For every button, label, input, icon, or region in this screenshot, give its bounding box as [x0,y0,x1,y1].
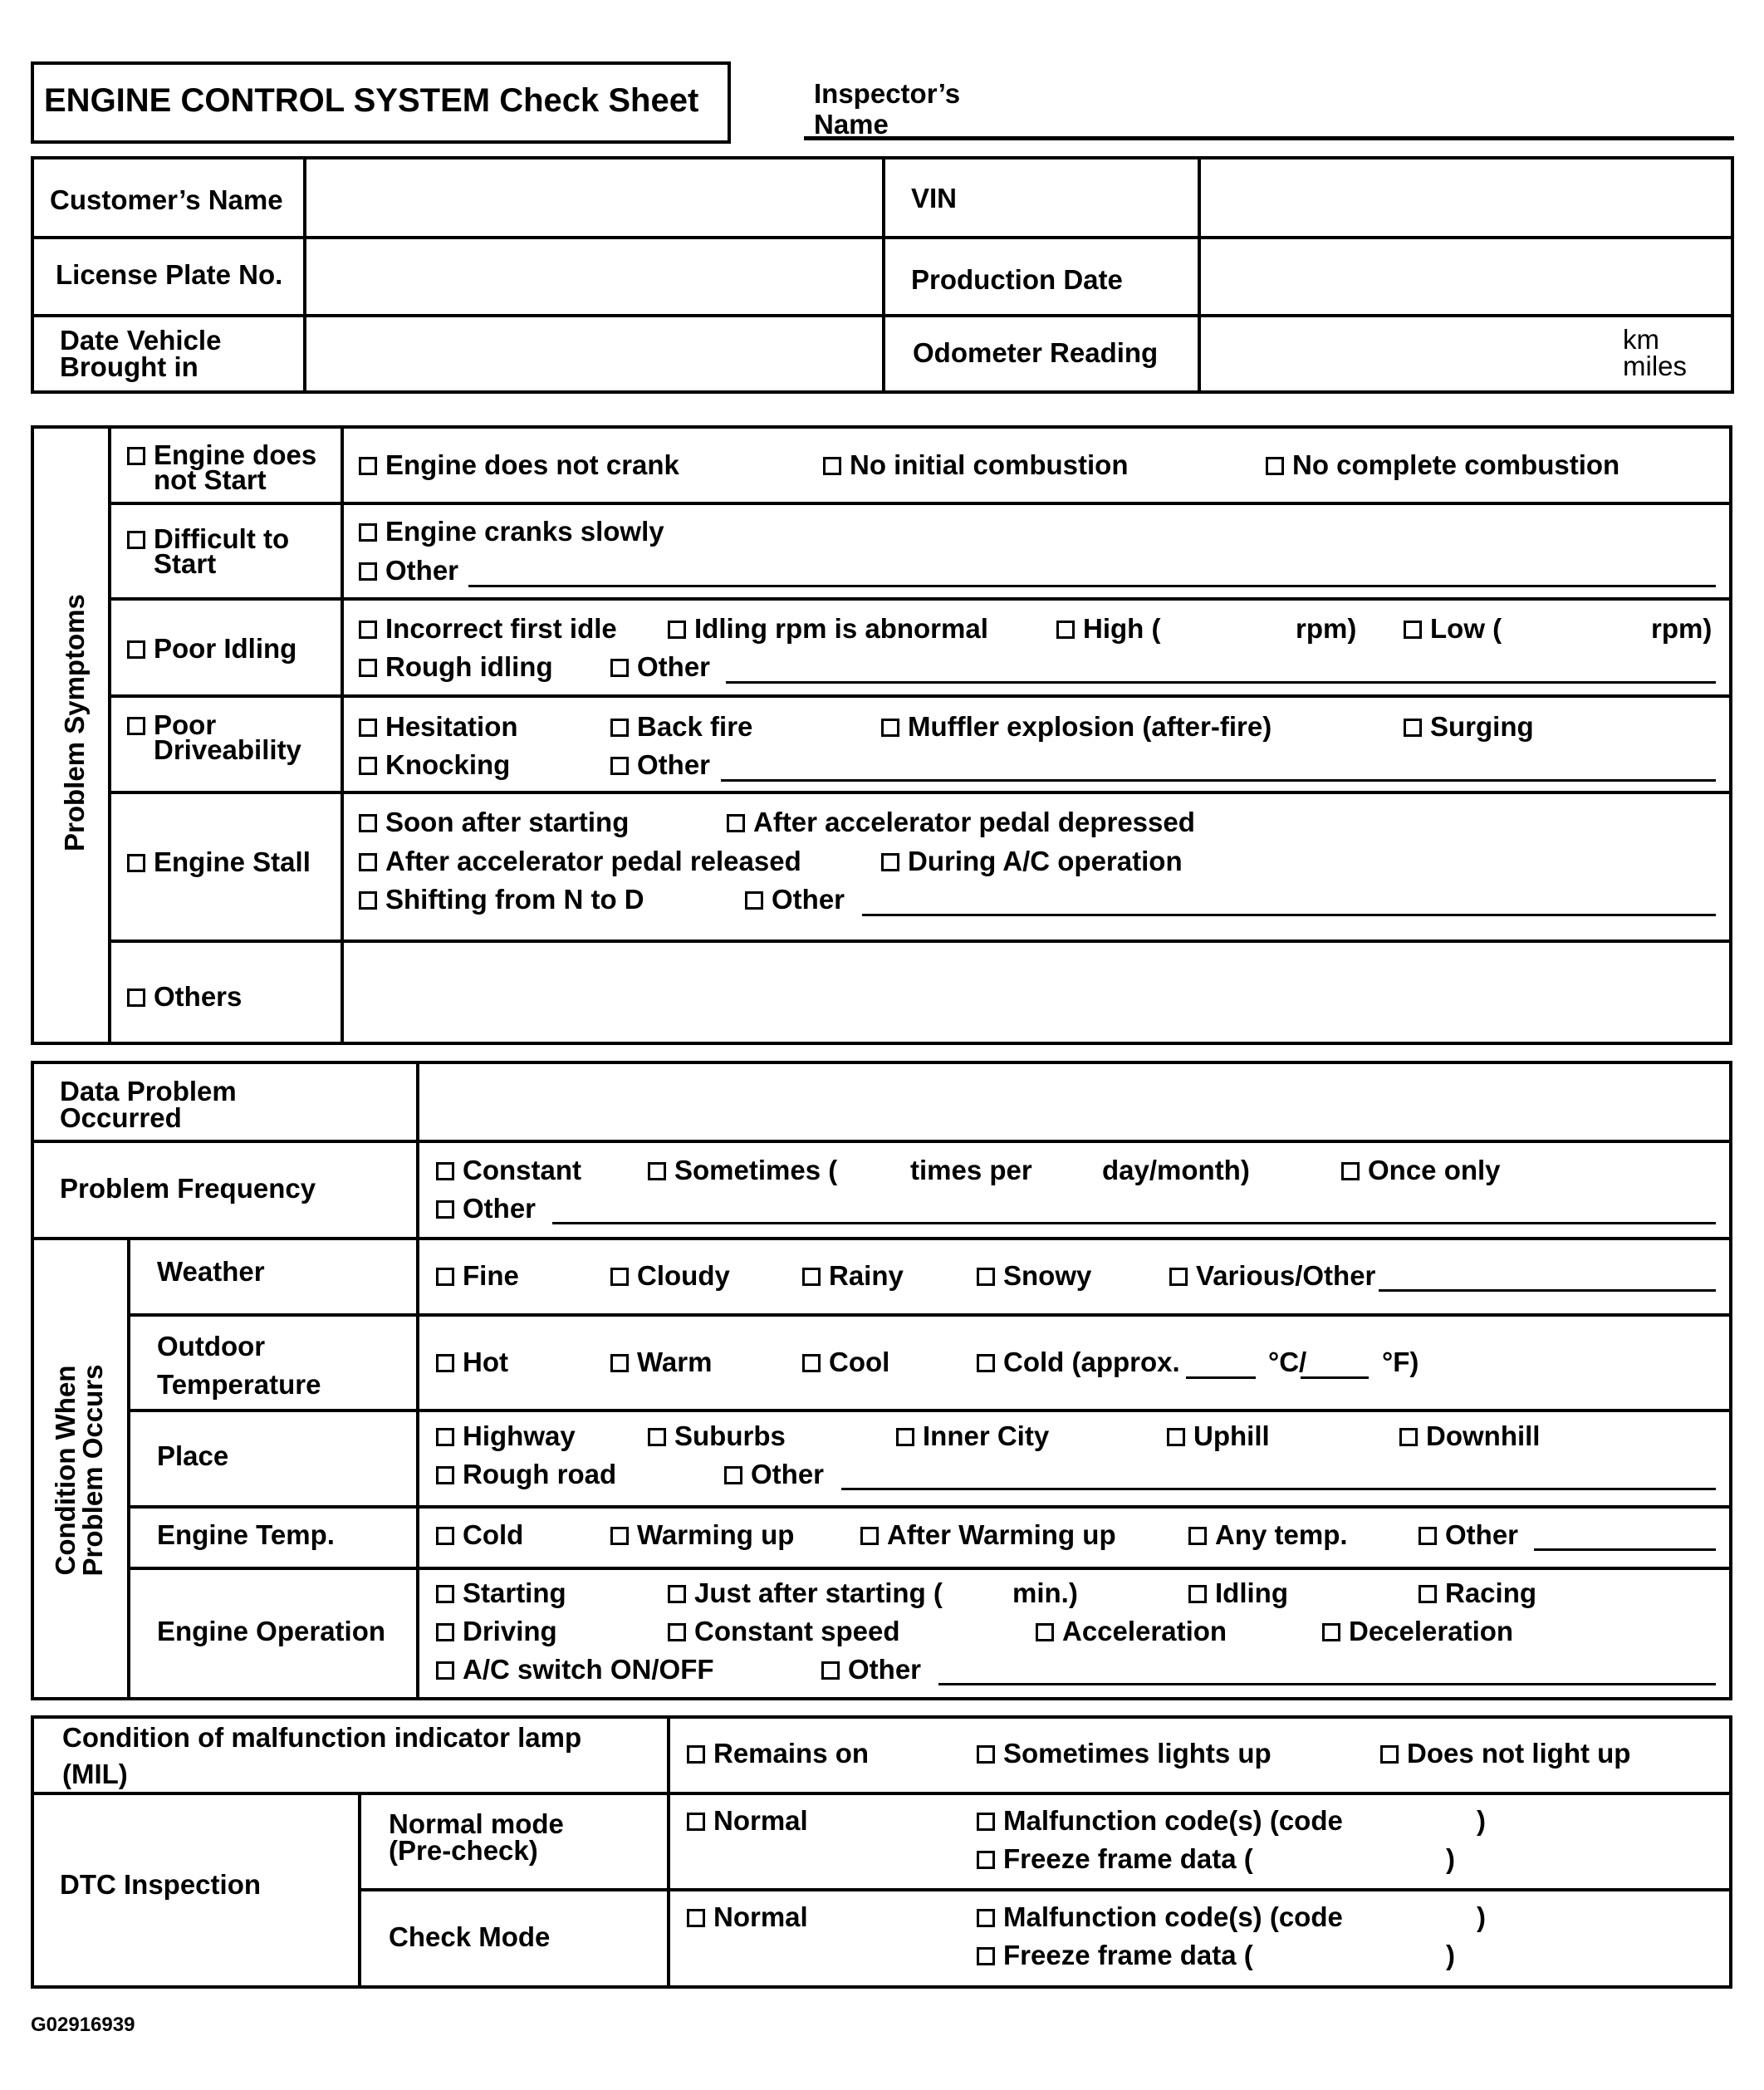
check-mode-normal-checkbox[interactable]: Normal [687,1903,808,1931]
checkbox-icon [127,717,145,735]
operation-other-checkbox[interactable]: Other [821,1656,921,1684]
production-date-field[interactable] [1202,239,1731,312]
cold-checkbox[interactable]: Cold [436,1521,523,1549]
after-warming-checkbox[interactable]: After Warming up [860,1521,1116,1549]
just-after-starting-checkbox[interactable]: Just after starting ( [668,1579,943,1607]
engine-temp-other-checkbox[interactable]: Other [1419,1521,1518,1549]
stall-other-checkbox[interactable]: Other [745,886,845,914]
once-only-checkbox[interactable]: Once only [1341,1156,1501,1185]
date-vehicle-label: Date Vehicle Brought in [60,325,222,382]
low-rpm-unit: rpm) [1651,613,1713,644]
page-title: ENGINE CONTROL SYSTEM Check Sheet [44,82,699,119]
km-unit: km [1623,324,1659,355]
customer-name-label: Customer’s Name [50,184,283,215]
rough-idling-checkbox[interactable]: Rough idling [359,653,553,681]
cold-approx-checkbox[interactable]: Cold (approx. [977,1348,1180,1376]
check-mode-code-close: ) [1477,1901,1486,1932]
checkbox-icon [127,531,145,549]
uphill-checkbox[interactable]: Uphill [1167,1422,1270,1450]
acceleration-checkbox[interactable]: Acceleration [1036,1617,1227,1646]
racing-checkbox[interactable]: Racing [1419,1579,1536,1607]
rough-road-checkbox[interactable]: Rough road [436,1460,616,1489]
idling-checkbox[interactable]: Idling [1188,1579,1288,1607]
surging-checkbox[interactable]: Surging [1404,713,1534,741]
vin-field[interactable] [1202,159,1731,234]
check-mode-label: Check Mode [389,1921,551,1952]
inner-city-checkbox[interactable]: Inner City [896,1422,1049,1450]
problem-frequency-label: Problem Frequency [60,1173,316,1204]
downhill-checkbox[interactable]: Downhill [1399,1422,1540,1450]
sometimes-checkbox[interactable]: Sometimes ( [648,1156,837,1185]
deceleration-checkbox[interactable]: Deceleration [1322,1617,1513,1646]
difficult-other-checkbox[interactable]: Other [359,557,458,585]
vin-label: VIN [911,183,958,213]
suburbs-checkbox[interactable]: Suburbs [648,1422,786,1450]
idling-other-checkbox[interactable]: Other [610,653,710,681]
rainy-checkbox[interactable]: Rainy [802,1262,904,1290]
operation-other-field[interactable] [938,1683,1716,1685]
during-ac-checkbox[interactable]: During A/C operation [881,847,1183,876]
low-rpm-checkbox[interactable]: Low ( [1404,615,1502,643]
weather-other-field[interactable] [1379,1289,1716,1292]
inspector-name-field[interactable] [804,136,1734,140]
engine-stall-option[interactable]: Engine Stall [127,848,311,876]
various-other-checkbox[interactable]: Various/Other [1169,1262,1375,1290]
miles-unit: miles [1623,351,1688,381]
check-mode-freeze-checkbox[interactable]: Freeze frame data ( [977,1941,1253,1970]
production-date-label: Production Date [911,264,1123,295]
data-problem-field[interactable] [421,1064,1729,1138]
no-complete-combustion-checkbox[interactable]: No complete combustion [1266,451,1619,479]
mil-condition-label: Condition of malfunction indicator lamp (MIL) [62,1722,582,1789]
cool-checkbox[interactable]: Cool [802,1348,889,1376]
idling-abnormal-checkbox[interactable]: Idling rpm is abnormal [668,615,988,643]
cloudy-checkbox[interactable]: Cloudy [610,1262,730,1290]
driveability-other-checkbox[interactable]: Other [610,751,710,779]
normal-mode-freeze-checkbox[interactable]: Freeze frame data ( [977,1845,1253,1873]
snowy-checkbox[interactable]: Snowy [977,1262,1091,1290]
after-pedal-depressed-checkbox[interactable]: After accelerator pedal depressed [727,808,1195,836]
check-mode-malfunction-checkbox[interactable]: Malfunction code(s) (code [977,1903,1343,1931]
knocking-checkbox[interactable]: Knocking [359,751,510,779]
warm-checkbox[interactable]: Warm [610,1348,712,1376]
engine-not-start-option[interactable]: Engine does not Start [127,443,316,493]
hesitation-checkbox[interactable]: Hesitation [359,713,518,741]
soon-after-starting-checkbox[interactable]: Soon after starting [359,808,629,836]
normal-mode-label: Normal mode (Pre-check) [389,1808,564,1866]
frequency-other-checkbox[interactable]: Other [436,1195,536,1223]
normal-mode-code-close: ) [1477,1805,1486,1836]
cranks-slowly-checkbox[interactable]: Engine cranks slowly [359,518,664,546]
condition-when-problem-occurs-label: Condition When Problem Occurs [50,1364,108,1577]
driving-checkbox[interactable]: Driving [436,1617,557,1646]
outdoor-temperature-label: Outdoor Temperature [157,1331,321,1400]
others-option[interactable]: Others [127,983,242,1011]
license-plate-label: License Plate No. [56,259,283,290]
any-temp-checkbox[interactable]: Any temp. [1188,1521,1348,1549]
license-plate-field[interactable] [307,239,880,312]
high-rpm-unit: rpm) [1296,613,1357,644]
no-initial-combustion-checkbox[interactable]: No initial combustion [823,451,1129,479]
starting-checkbox[interactable]: Starting [436,1579,566,1607]
remains-on-checkbox[interactable]: Remains on [687,1739,869,1768]
stall-other-field[interactable] [862,914,1716,916]
ac-switch-checkbox[interactable]: A/C switch ON/OFF [436,1656,714,1684]
highway-checkbox[interactable]: Highway [436,1422,576,1450]
constant-speed-checkbox[interactable]: Constant speed [668,1617,900,1646]
fahrenheit-unit: °F) [1382,1347,1419,1377]
engine-temp-label: Engine Temp. [157,1519,335,1550]
frequency-other-field[interactable] [552,1222,1716,1224]
engine-temp-other-field[interactable] [1534,1548,1716,1551]
others-field[interactable] [345,944,1729,1042]
incorrect-first-idle-checkbox[interactable]: Incorrect first idle [359,615,617,643]
figure-id: G02916939 [31,2014,135,2036]
hot-checkbox[interactable]: Hot [436,1348,508,1376]
place-other-checkbox[interactable]: Other [724,1460,824,1489]
day-month-label: day/month) [1102,1155,1250,1185]
problem-symptoms-label: Problem Symptoms [59,594,90,851]
celsius-field[interactable] [1186,1376,1256,1379]
normal-mode-normal-checkbox[interactable]: Normal [687,1807,808,1835]
not-crank-checkbox[interactable]: Engine does not crank [359,451,679,479]
data-problem-label: Data Problem Occurred [60,1076,237,1133]
times-per-label: times per [910,1155,1032,1185]
celsius-unit: °C/ [1268,1347,1307,1377]
difficult-other-field[interactable] [468,585,1716,587]
engine-operation-label: Engine Operation [157,1616,386,1646]
check-mode-freeze-close: ) [1446,1940,1455,1970]
dtc-inspection-label: DTC Inspection [60,1869,262,1900]
difficult-start-option[interactable]: Difficult to Start [127,527,289,576]
constant-checkbox[interactable]: Constant [436,1156,581,1185]
fahrenheit-field[interactable] [1301,1376,1369,1379]
odometer-label: Odometer Reading [913,337,1159,368]
normal-mode-malfunction-checkbox[interactable]: Malfunction code(s) (code [977,1807,1343,1835]
poor-driveability-option[interactable]: Poor Driveability [127,713,301,763]
fine-checkbox[interactable]: Fine [436,1262,519,1290]
place-label: Place [157,1440,229,1471]
back-fire-checkbox[interactable]: Back fire [610,713,752,741]
does-not-light-up-checkbox[interactable]: Does not light up [1380,1739,1630,1768]
idling-other-field[interactable] [726,681,1716,684]
driveability-other-field[interactable] [721,779,1716,782]
weather-label: Weather [157,1256,265,1287]
normal-mode-freeze-close: ) [1446,1843,1455,1874]
warming-up-checkbox[interactable]: Warming up [610,1521,794,1549]
high-rpm-checkbox[interactable]: High ( [1056,615,1160,643]
after-pedal-released-checkbox[interactable]: After accelerator pedal released [359,847,801,876]
checkbox-icon [127,447,145,465]
place-other-field[interactable] [841,1488,1716,1490]
inspector-name-label: Inspector’s Name [814,78,961,140]
date-vehicle-field[interactable] [307,317,880,390]
min-unit: min.) [1012,1577,1078,1608]
shifting-n-d-checkbox[interactable]: Shifting from N to D [359,886,644,914]
muffler-explosion-checkbox[interactable]: Muffler explosion (after-fire) [881,713,1272,741]
poor-idling-option[interactable]: Poor Idling [127,635,296,663]
sometimes-lights-up-checkbox[interactable]: Sometimes lights up [977,1739,1272,1768]
customer-name-field[interactable] [307,159,880,234]
odometer-field[interactable] [1202,317,1617,390]
